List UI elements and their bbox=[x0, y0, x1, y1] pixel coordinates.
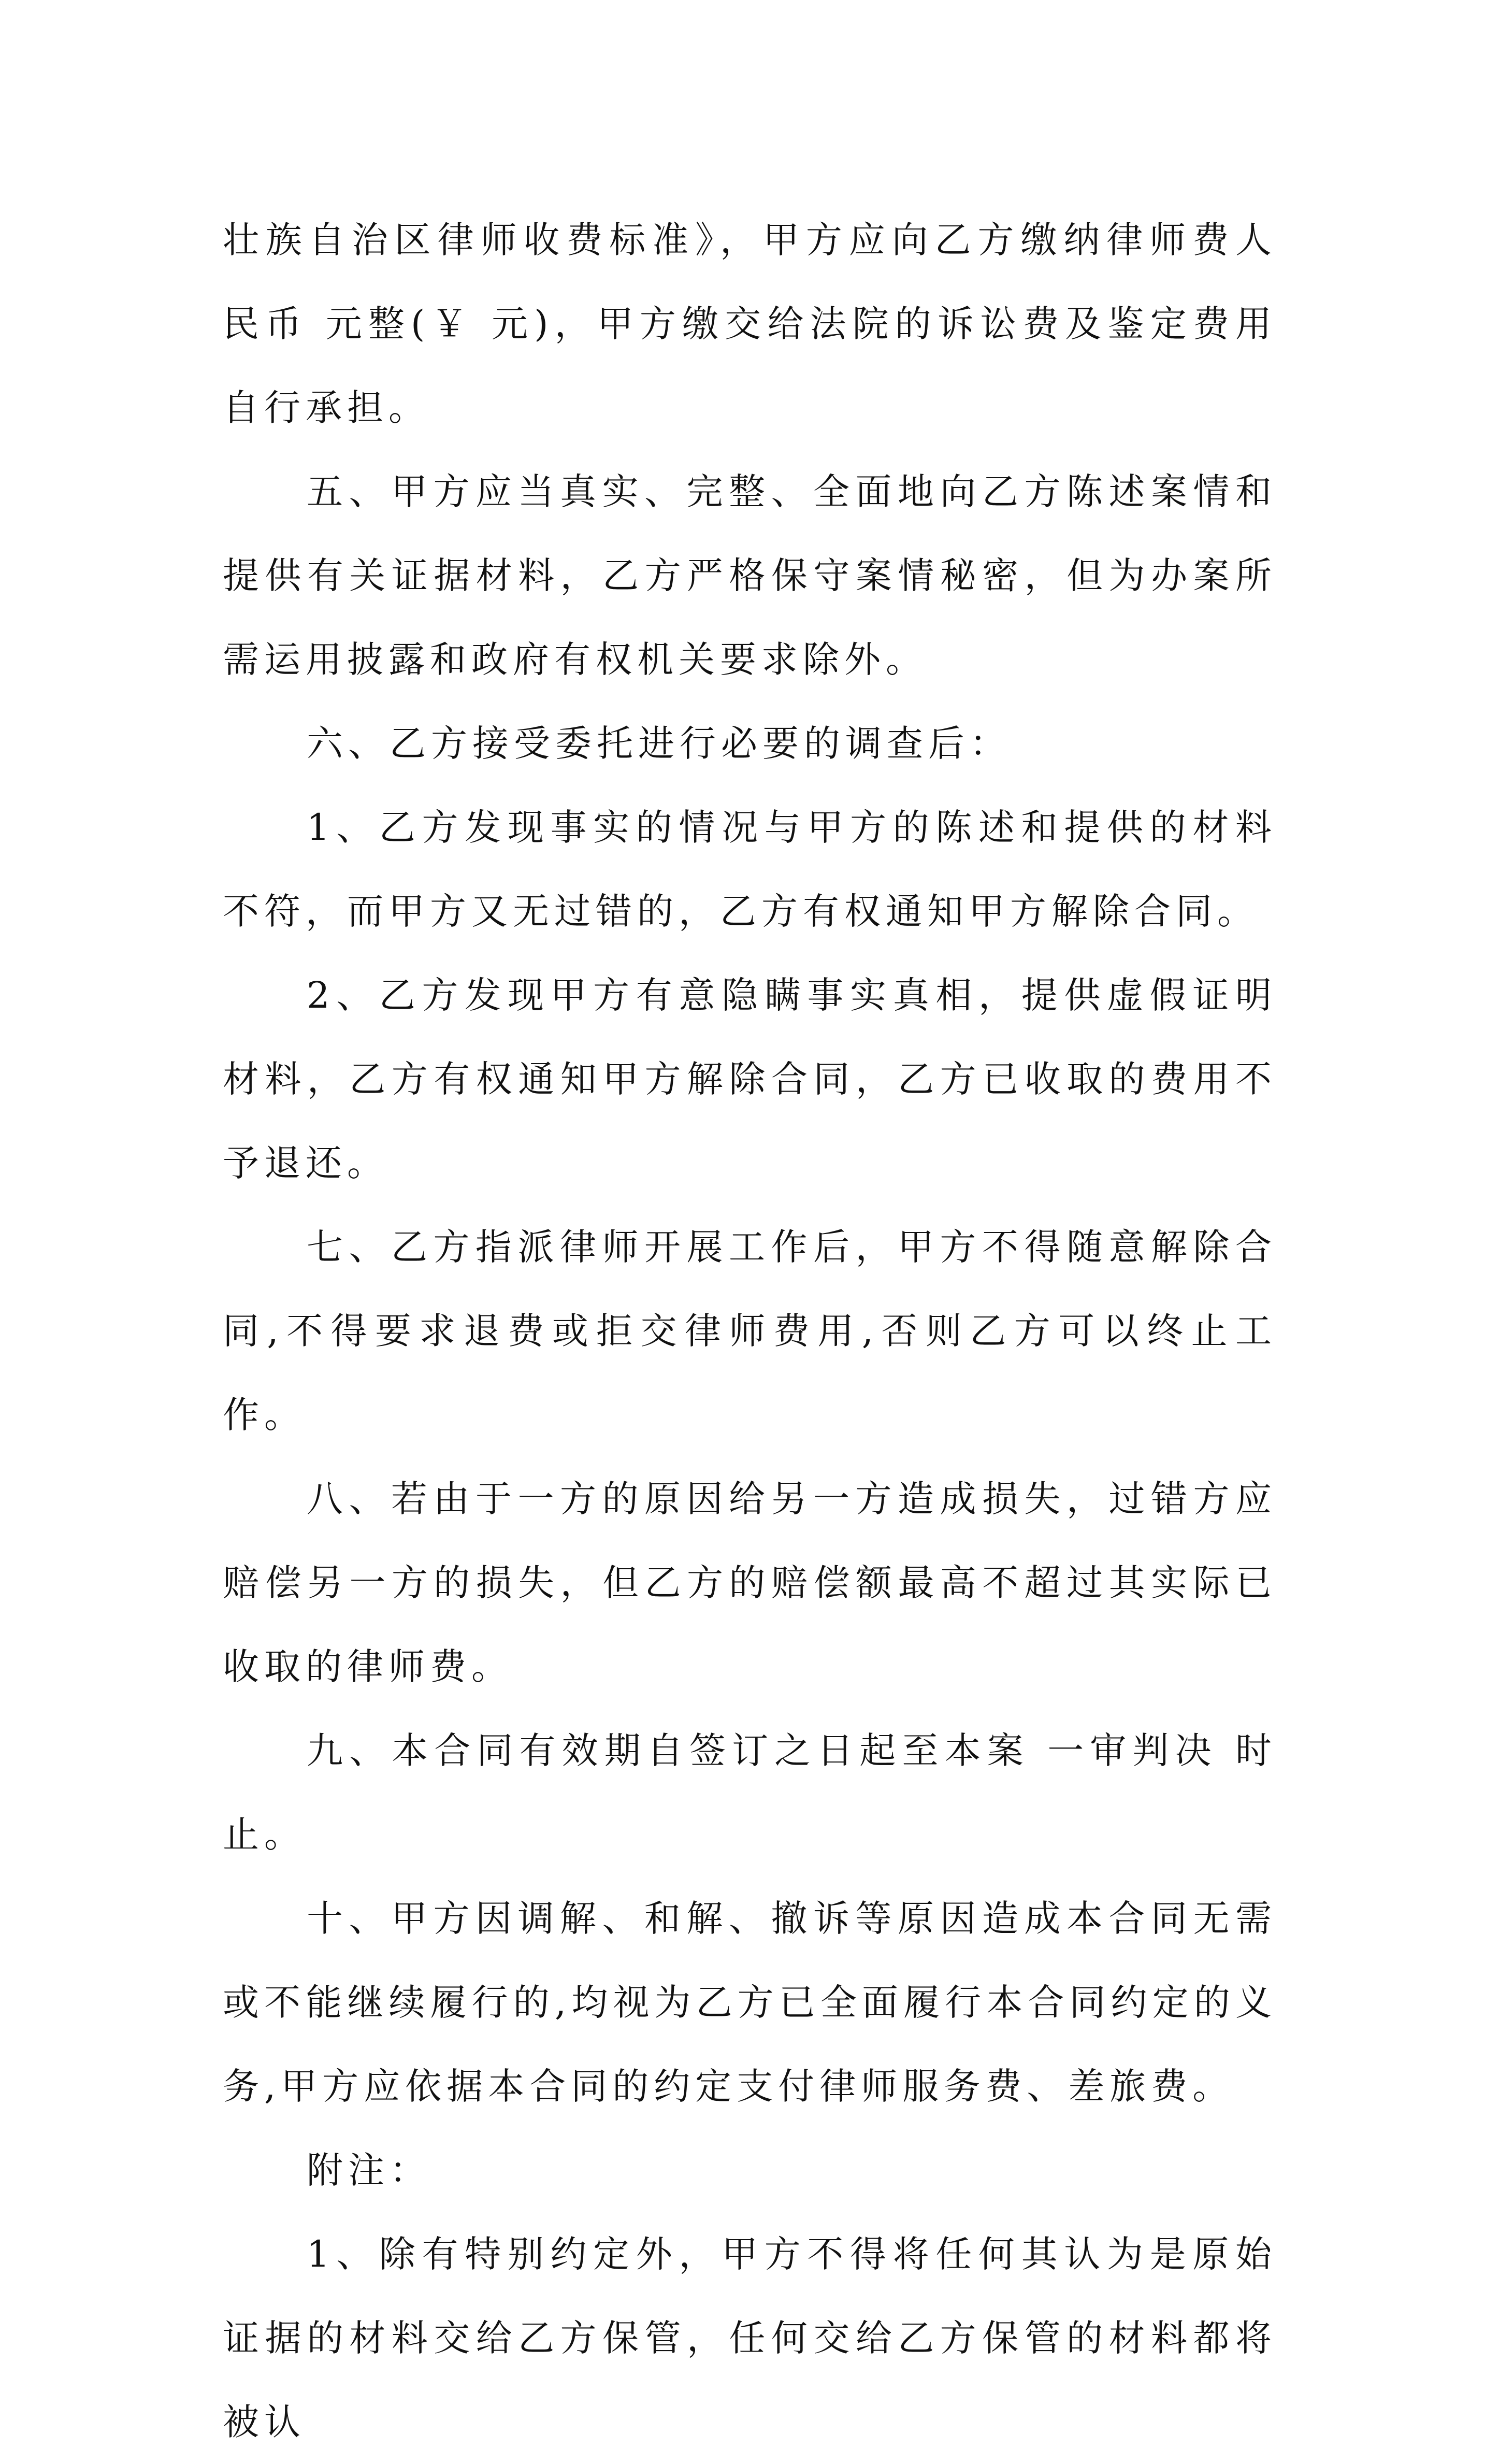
paragraph-clause-nine: 九、本合同有效期自签订之日起至本案 一审判决 时止。 bbox=[223, 1729, 1277, 1856]
paragraph-clause-six: 六、乙方接受委托进行必要的调查后： bbox=[307, 722, 1011, 765]
paragraph-note-item-one: 1、除有特别约定外，甲方不得将任何其认为是原始证据的材料交给乙方保管，任何交给乙方保管的材料都将被认 bbox=[223, 2233, 1277, 2443]
paragraph-clause-five: 五、甲方应当真实、完整、全面地向乙方陈述案情和提供有关证据材料，乙方严格保守案情秘密，但为办案所需运用披露和政府有权机关要求除外。 bbox=[223, 470, 1277, 681]
paragraph-fee-standard: 壮族自治区律师收费标准》，甲方应向乙方缴纳律师费人民币 元整(￥ 元)，甲方缴交给法院的诉讼费及鉴定费用自行承担。 bbox=[223, 219, 1277, 429]
paragraph-clause-ten: 十、甲方因调解、和解、撤诉等原因造成本合同无需或不能继续履行的,均视为乙方已全面履行本合同约定的义务,甲方应依据本合同的约定支付律师服务费、差旅费。 bbox=[223, 1897, 1277, 2108]
paragraph-clause-eight: 八、若由于一方的原因给另一方造成损失，过错方应赔偿另一方的损失，但乙方的赔偿额最高不超过其实际已收取的律师费。 bbox=[223, 1478, 1277, 1688]
paragraph-note-title: 附注： bbox=[307, 2149, 431, 2191]
paragraph-clause-six-item-one: 1、乙方发现事实的情况与甲方的陈述和提供的材料不符，而甲方又无过错的，乙方有权通知甲方解除合同。 bbox=[223, 806, 1277, 933]
contract-body bbox=[223, 198, 1277, 2464]
paragraph-clause-six-item-two: 2、乙方发现甲方有意隐瞒事实真相，提供虚假证明材料，乙方有权通知甲方解除合同，乙方已收取的费用不予退还。 bbox=[223, 974, 1277, 1184]
paragraph-clause-seven: 七、乙方指派律师开展工作后，甲方不得随意解除合同,不得要求退费或拒交律师费用,否则乙方可以终止工作。 bbox=[223, 1226, 1277, 1436]
